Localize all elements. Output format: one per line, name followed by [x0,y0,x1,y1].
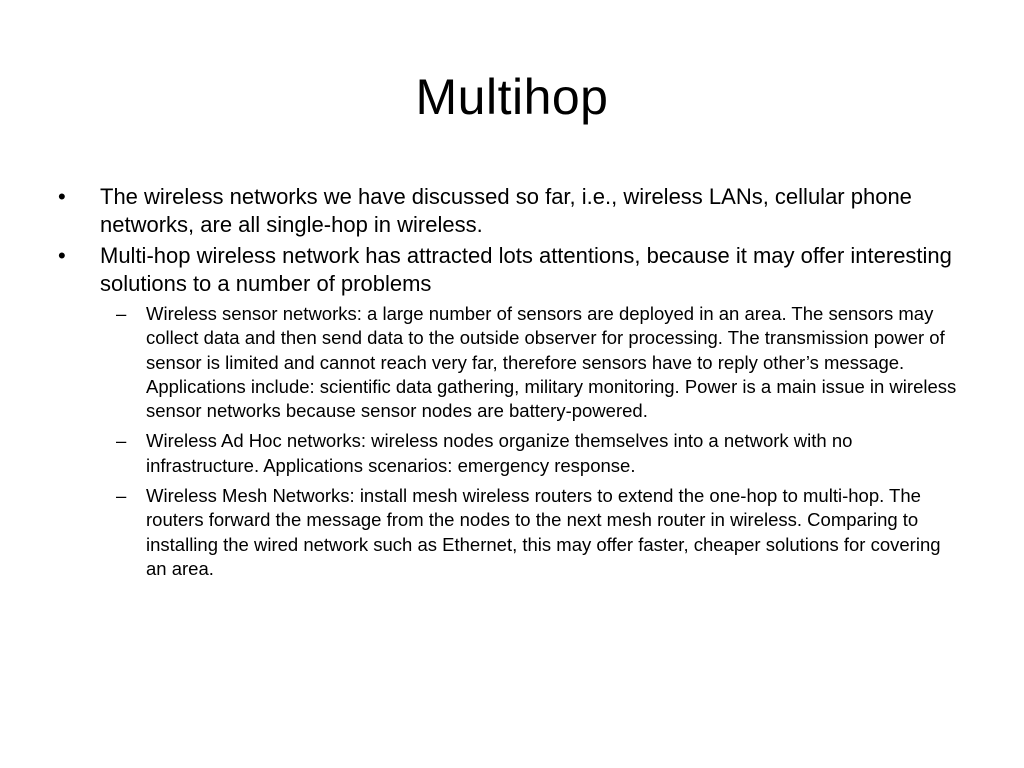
bullet-item [56,183,966,239]
sub-bullet-text: Wireless sensor networks: a large number of sensors are deployed in an area. The sensors may collect data and then send data to the outside observer for processing. The transmission power of sensor is limited and cannot reach very far, therefore sensors have to reply other’s message. Applications include: scientific data gathering, military monitoring. Power is a main issue in wireless sensor networks because sensor nodes are battery-powered. [146,303,957,422]
sub-bullet-marker: – [116,430,127,452]
slide-title: Multihop [415,69,609,125]
slide-content [56,183,966,587]
sub-bullet-item [100,429,966,478]
sub-bullet-text: Wireless Ad Hoc networks: wireless nodes organize themselves into a network with no infrastructure. Applications scenarios: emergency response. [146,430,853,476]
sub-bullet-text: Wireless Mesh Networks: install mesh wireless routers to extend the one-hop to multi-hop. The routers forward the message from the nodes to the next mesh router in wireless. Comparing to installing the wired network such as Ethernet, this may offer faster, cheaper solutions for covering an area. [146,485,941,579]
bullet-text: Multi-hop wireless network has attracted lots attentions, because it may offer interesting solutions to a number of problems [100,243,952,296]
bullet-list [56,183,966,298]
sub-bullet-item [100,302,966,423]
bullet-item [56,242,966,298]
sub-bullet-marker: – [116,485,127,507]
sub-bullet-item [100,484,966,581]
bullet-text: The wireless networks we have discussed so far, i.e., wireless LANs, cellular phone networks, are all single-hop in wireless. [100,184,912,237]
sub-bullet-list [100,302,966,581]
sub-bullet-marker: – [116,303,127,324]
bullet-marker: • [58,184,66,209]
bullet-marker: • [58,243,66,268]
